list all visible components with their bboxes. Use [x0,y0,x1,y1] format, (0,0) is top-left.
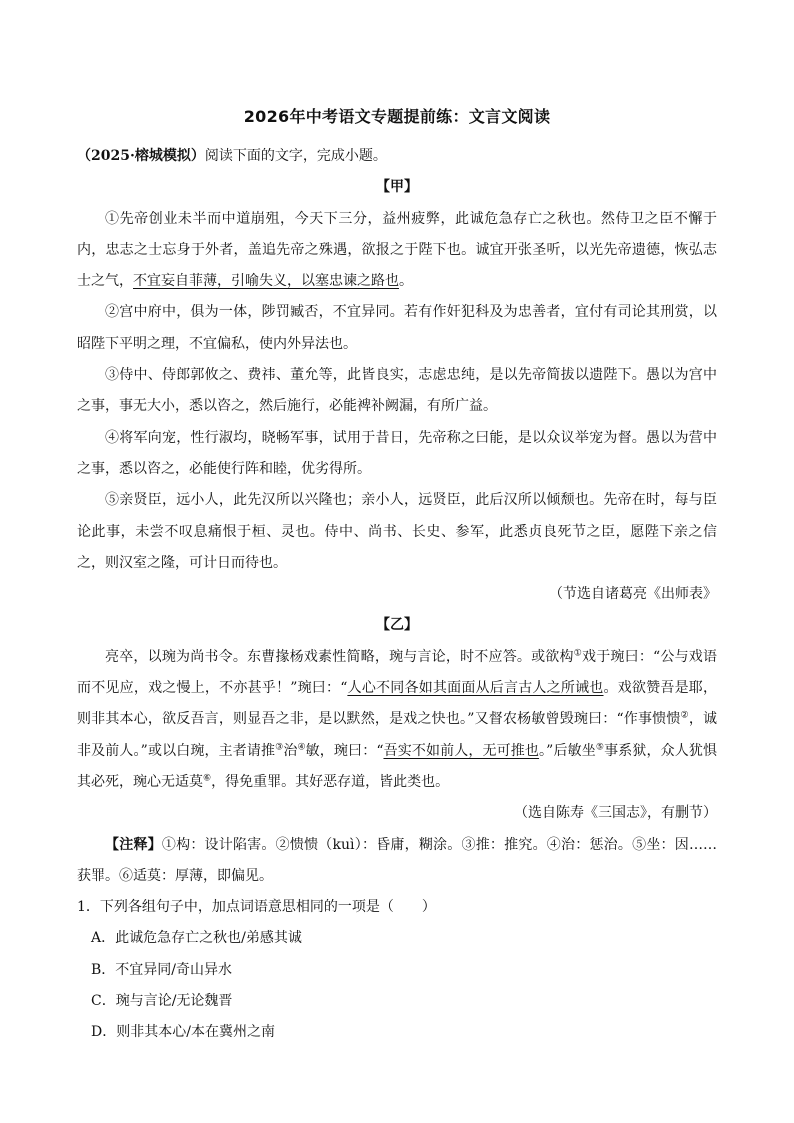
passage-a-source: （节选自诸葛亮《出师表》 [549,586,717,603]
intro-line [77,141,717,172]
passage-b-seg3: 。戏欲赞吾是耶，则非其本心，欲反吾言，则显吾之非，是以默然，是戏之快也。”又督农杨敏曾毁琬曰：“作事愦愦 [77,680,718,728]
passage-a-p1-underlined: 不宜妄自菲薄，引喻失义，以塞忠谏之路也 [133,273,399,290]
question-option-a: A．此诚危急存亡之秋也/弟感其诚 [91,930,302,947]
notes-paragraph [77,830,717,893]
passage-b-paragraph [77,642,717,798]
note-ref-6: ⑥ [203,773,212,784]
note-ref-5: ⑤ [595,741,605,752]
passage-b-seg9: ，得免重罪。其好恶存道，皆此类也。 [211,773,450,790]
passage-a-paragraph-4: ④将军向宠，性行淑均，晓畅军事，试用于昔日，先帝称之曰能，是以众议举宠为督。愚以为营中之事，悉以咨之，必能使行阵和睦，优劣得所。 [77,429,717,477]
passage-b-underline-1: 人心不同各如其面面从后言古人之所诫也 [347,680,604,697]
notes-text: ①构：设计陷害。②愦愦（kuì）：昏庸，糊涂。③推：推究。④治：惩治。⑤坐：因……获罪。⑥适莫：厚薄，即偏见。 [77,836,718,884]
intro-source-tag: （2025·榕城模拟） [77,148,205,164]
passage-a-p1-end: 。 [399,273,413,290]
passage-b-underline-2: 吾实不如前人，无可推也 [383,742,540,759]
question-option-b: B．不宜异同/奇山异水 [91,961,233,978]
passage-b-seg7: 。”后敏坐 [539,742,596,759]
passage-a-paragraph-1 [77,204,717,298]
note-ref-4: ④ [297,741,306,752]
passage-b-seg8: 事系狱，众人犹惧其必死，琬心无适莫 [77,742,717,790]
passage-b-seg1: 亮卒，以琬为尚书令。东曹掾杨戏素性简略，琬与言论，时不应答。或欲构 [105,648,574,665]
note-ref-3: ③ [275,741,284,752]
intro-instruction: 阅读下面的文字，完成小题。 [204,148,387,164]
passage-a-paragraph-2: ②宫中府中，俱为一体，陟罚臧否，不宜异同。若有作奸犯科及为忠善者，宜付有司论其刑赏，以昭陛下平明之理，不宜偏私，使内外异法也。 [77,304,717,352]
notes-label: 【注释】 [105,836,162,853]
passage-a-paragraph-3: ③侍中、侍郎郭攸之、费祎、董允等，此皆良实，志虑忠纯，是以先帝简拔以遗陛下。愚以为宫中之事，事无大小，悉以咨之，然后施行，必能裨补阙漏，有所广益。 [77,367,717,415]
document-body [77,141,717,1049]
passage-b-heading: 【乙】 [376,617,418,634]
question-option-d: D．则非其本心/本在冀州之南 [91,1024,275,1041]
passage-a-p1-text: ①先帝创业未半而中道崩殂，今天下三分，益州疲弊，此诚危急存亡之秋也。然侍卫之臣不懈于内，忠志之士忘身于外者，盖追先帝之殊遇，欲报之于陛下也。诚宜开张圣听，以光先帝遗德，恢弘志士之气， [77,210,717,290]
passage-a-paragraph-5: ⑤亲贤臣，远小人，此先汉所以兴隆也；亲小人，远贤臣，此后汉所以倾颓也。先帝在时，每与臣论此事，未尝不叹息痛恨于桓、灵也。侍中、尚书、长史、参军，此悉贞良死节之臣，愿陛下亲之信之，则汉室之隆，可计日而待也。 [77,492,717,571]
passage-b-seg5: 治 [283,742,298,759]
passage-b-source: （选自陈寿《三国志》，有删节） [514,805,717,822]
passage-a-heading: 【甲】 [376,179,418,196]
question-option-c: C．琬与言论/无论魏晋 [91,993,233,1010]
question-stem: 1．下列各组句子中，加点词语意思相同的一项是（ ） [77,899,436,916]
passage-b-seg6: 敏，琬曰：“ [305,742,384,759]
passage-b-seg2: 戏于琬曰：“公与戏语而不见应，戏之慢上，不亦甚乎！”琬曰：“ [77,648,717,697]
passage-b-seg4: ，诚非及前人。”或以白琬，主者请推 [77,711,718,759]
page-title: 2026年中考语文专题提前练：文言文阅读 [243,107,551,126]
note-ref-2: ② [680,710,689,721]
note-ref-1: ① [573,648,582,659]
